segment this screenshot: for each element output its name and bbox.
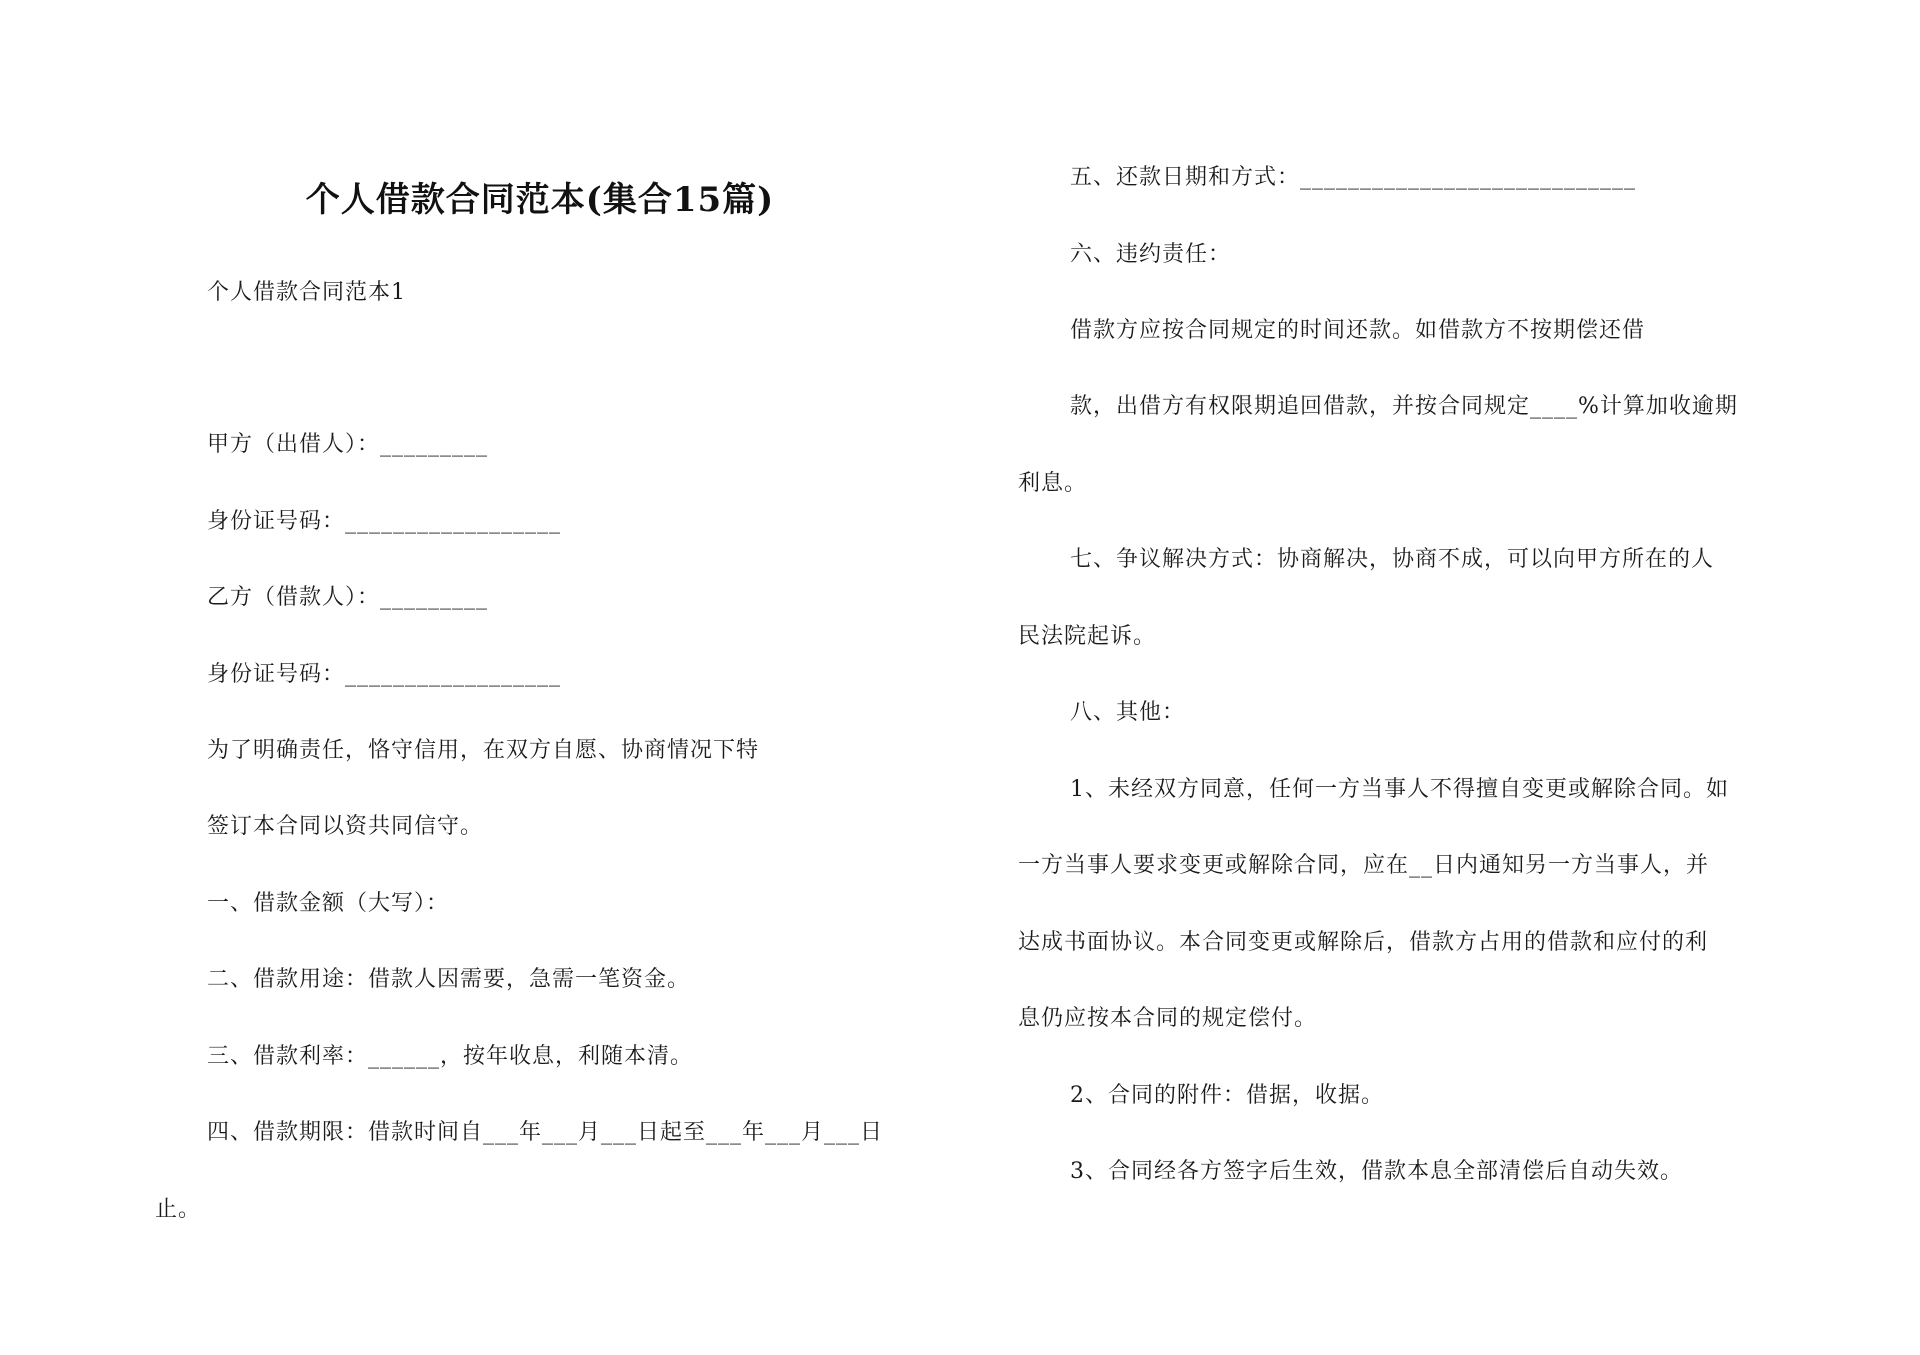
paragraph-line: 一方当事人要求变更或解除合同，应在__日内通知另一方当事人，并 [1018, 853, 1710, 878]
clause-dispute: 七、争议解决方式：协商解决，协商不成，可以向甲方所在的人 [1070, 547, 1715, 572]
lender-id-field: 身份证号码：__________________ [207, 509, 562, 534]
paragraph-line: 款，出借方有权限期追回借款，并按合同规定____%计算加收逾期 [1070, 394, 1738, 419]
paragraph-line: 签订本合同以资共同信守。 [207, 814, 484, 839]
clause-other: 八、其他： [1070, 700, 1186, 725]
clause-rate: 三、借款利率：______，按年收息，利随本清。 [207, 1044, 694, 1069]
clause-purpose: 二、借款用途：借款人因需要，急需一笔资金。 [207, 967, 691, 992]
section-heading: 个人借款合同范本1 [207, 280, 406, 305]
paragraph-line: 为了明确责任，恪守信用，在双方自愿、协商情况下特 [207, 738, 760, 763]
paragraph-line: 止。 [155, 1197, 202, 1222]
clause-breach: 六、违约责任： [1070, 242, 1232, 267]
clause-repayment: 五、还款日期和方式：____________________________ [1070, 165, 1637, 190]
clause-term: 四、借款期限：借款时间自___年___月___日起至___年___月___日 [207, 1120, 884, 1145]
paragraph-line: 民法院起诉。 [1018, 624, 1157, 649]
paragraph-line: 达成书面协议。本合同变更或解除后，借款方占用的借款和应付的利 [1018, 930, 1709, 955]
paragraph-line: 息仍应按本合同的规定偿付。 [1018, 1006, 1318, 1031]
lender-field: 甲方（出借人）：_________ [207, 432, 489, 457]
clause-attachments: 2、合同的附件：借据，收据。 [1070, 1083, 1384, 1108]
paragraph-line: 1、未经双方同意，任何一方当事人不得擅自变更或解除合同。如 [1070, 777, 1729, 802]
borrower-field: 乙方（借款人）：_________ [207, 585, 489, 610]
borrower-id-field: 身份证号码：__________________ [207, 662, 562, 687]
document-title: 个人借款合同范本(集合15篇) [305, 180, 775, 220]
paragraph-line: 利息。 [1018, 471, 1088, 496]
clause-effect: 3、合同经各方签字后生效，借款本息全部清偿后自动失效。 [1070, 1159, 1683, 1184]
clause-amount: 一、借款金额（大写）： [207, 891, 450, 916]
paragraph-line: 借款方应按合同规定的时间还款。如借款方不按期偿还借 [1070, 318, 1646, 343]
